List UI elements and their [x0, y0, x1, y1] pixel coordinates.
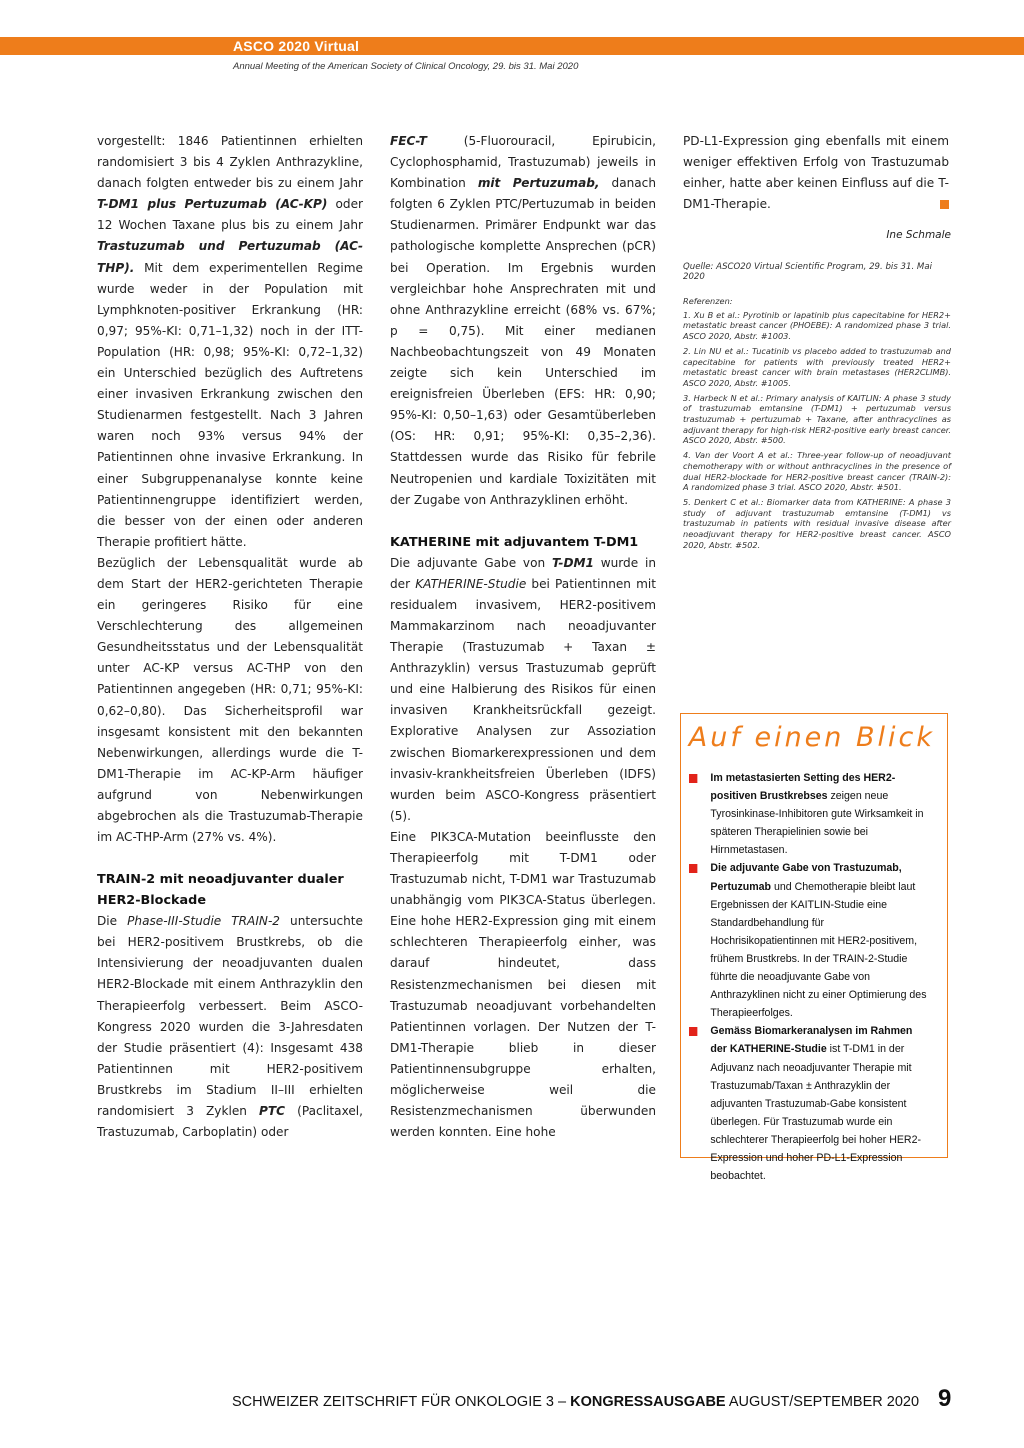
reference-item: 1. Xu B et al.: Pyrotinib or lapatinib plus capecitabine for HER2+ metastatic breast cancer (PHOEBE): A randomized phase 3 trial. ASCO 2020, Abstr. #1003.	[683, 309, 951, 342]
author: Ine Schmale	[886, 229, 951, 241]
end-square-icon	[940, 200, 949, 209]
paragraph: vorgestellt: 1846 Patientinnen erhielten randomisiert 3 bis 4 Zyklen Anthrazykline, danach folgten entweder bis zu einem Jahr T-DM1 plus Pertuzumab (AC-KP) oder 12 Wochen Taxane plus bis zu einem Jahr Trastuzumab und Pertuzumab (AC-THP). Mit dem experimentellen Regime wurde weder in der Population mit Lymphknoten-positiver Erkrankung (HR: 0,97; 95%-KI: 0,71–1,32) noch in der ITT-Population (HR: 0,98; 95%-KI: 0,72–1,32) ein Unterschied bezüglich des Auftretens einer invasiven Erkrankung zwischen den Studienarmen festgestellt. Nach 3 Jahren waren noch 93% versus 94% der Patientinnen ohne invasive Erkrankung. In einer Subgruppenanalyse konnte keine Patientinnengruppe identifiziert werden, die besser von der einen oder anderen Therapie profitiert hätte.	[97, 134, 363, 549]
paragraph: PD-L1-Expression ging ebenfalls mit einem weniger effektiven Erfolg von Trastuzumab einher, hatte aber keinen Einfluss auf die T-DM1-Therapie.	[683, 134, 949, 212]
summary-box	[680, 713, 948, 1183]
paragraph: Die adjuvante Gabe von T-DM1 wurde in der KATHERINE-Studie bei Patientinnen mit residualem invasivem, HER2-positivem Mammakarzinom nach neoadjuvanter Therapie (Trastuzumab + Taxan ± Anthrazyklin) versus Trastuzumab geprüft und eine Halbierung des Risikos für einen invasiven Krankheitsrückfall gezeigt. Explorative Analysen zur Assoziation zwischen Biomarkerexpressionen und dem invasiv-krankheitsfreien Überleben (IDFS) wurden beim ASCO-Kongress präsentiert (5).	[390, 555, 656, 823]
summary-item: Im metastasierten Setting des HER2-positiven Brustkrebses zeigen neue Tyrosinkinase-Inhibitoren gute Wirksamkeit in späteren Therapielinien sowie bei Hirnmetastasen.	[689, 769, 930, 859]
section-heading: KATHERINE mit adjuvantem T-DM1	[390, 534, 639, 550]
header-subtitle: Annual Meeting of the American Society of Clinical Oncology, 29. bis 31. Mai 2020	[233, 61, 579, 72]
column-2	[390, 131, 656, 1143]
references	[683, 296, 951, 554]
reference-item: 2. Lin NU et al.: Tucatinib vs placebo added to trastuzumab and capecitabine for patients with previously treated HER2+ metastatic breast cancer with brain metastases (HER2CLIMB). ASCO 2020, Abstr. #1005.	[683, 345, 951, 388]
source-note: Quelle: ASCO20 Virtual Scientific Program, 29. bis 31. Mai 2020	[683, 262, 933, 282]
bullet-square-icon	[689, 774, 697, 783]
summary-item: Die adjuvante Gabe von Trastuzumab, Pertuzumab und Chemotherapie bleibt laut Ergebnissen der KAITLIN-Studie eine Standardbehandlung für Hochrisikopatientinnen mit HER2-positivem, frühem Brustkrebs. In der TRAIN-2-Studie führte die neoadjuvante Gabe von Anthrazyklinen nicht zu einer Optimierung des Therapieerfolges.	[689, 859, 930, 1022]
bullet-square-icon	[689, 1027, 697, 1036]
header-title: ASCO 2020 Virtual	[233, 38, 360, 54]
section-heading: TRAIN-2 mit neoadjuvanter dualer HER2-Blockade	[97, 872, 344, 909]
paragraph: Bezüglich der Lebensqualität wurde ab dem Start der HER2-gerichteten Therapie ein geringeres Risiko für eine Verschlechterung des allgemeinen Gesundheitsstatus und der Lebensqualität unter AC-KP versus AC-THP von den Patientinnen angegeben (HR: 0,71; 95%-KI: 0,62–0,80). Das Sicherheitsprofil war insgesamt konsistent mit den bekannten Nebenwirkungen, allerdings wurde die T-DM1-Therapie im AC-KP-Arm häufiger aufgrund von Nebenwirkungen abgebrochen als die Trastuzumab-Therapie im AC-THP-Arm (27% vs. 4%).	[97, 555, 363, 845]
header-bar	[0, 37, 1024, 55]
paragraph: FEC-T (5-Fluorouracil, Epirubicin, Cyclophosphamid, Trastuzumab) jeweils in Kombination mit Pertuzumab, danach folgten 6 Zyklen PTC/Pertuzumab in beiden Studienarmen. Primärer Endpunkt war das pathologische komplette Ansprechen (pCR) bei Operation. Im Ergebnis wurden vergleichbar hohe Ansprechraten mit und ohne Anthrazykline erreicht (68% vs. 67%; p = 0,75). Mit einer medianen Nachbeobachtungszeit von 49 Monaten zeigte sich kein Unterschied im ereignisfreien Überleben (EFS: HR: 0,90; 95%-KI: 0,50–1,63) oder Gesamtüberleben (OS: HR: 0,91; 95%-KI: 0,35–2,36). Stattdessen wurde das Risiko für febrile Neutropenien und kardiale Toxizitäten mit der Zugabe von Anthrazyklinen erhöht.	[390, 134, 656, 507]
column-1	[97, 131, 363, 1143]
reference-item: 3. Harbeck N et al.: Primary analysis of KAITLIN: A phase 3 study of trastuzumab emtansine (T-DM1) + pertuzumab versus trastuzumab + pertuzumab + Taxane, after anthracyclines as adjuvant therapy for high-risk HER2-positive early breast cancer. ASCO 2020, Abstr. #500.	[683, 392, 951, 446]
page-number: 9	[938, 1385, 952, 1412]
reference-item: 4. Van der Voort A et al.: Three-year follow-up of neoadjuvant chemotherapy with or without anthracyclines in the presence of dual HER2-blockade for HER2-positive breast cancer (TRAIN-2): A randomized phase 3 trial. ASCO 2020, Abstr. #501.	[683, 450, 951, 493]
column-3	[683, 131, 949, 215]
summary-box-title: Auf einen Blick	[688, 722, 935, 753]
bullet-square-icon	[689, 864, 697, 873]
references-title: Referenzen:	[683, 296, 733, 306]
paragraph: Eine PIK3CA-Mutation beeinflusste den Therapieerfolg mit T-DM1 oder Trastuzumab nicht, T-DM1 war Trastuzumab unabhängig vom PIK3CA-Status überlegen. Eine hohe HER2-Expression ging mit einem schlechteren Therapieerfolg einher, was darauf hindeutet, dass Resistenzmechanismen bei diesen mit Trastuzumab neoadjuvant vorbehandelten Patientinnen vorlagen. Der Nutzen der T-DM1-Therapie blieb in dieser Patientinnensubgruppe erhalten, möglicherweise weil die Resistenzmechanismen überwunden werden konnten. Eine hohe	[390, 829, 656, 1140]
footer: SCHWEIZER ZEITSCHRIFT FÜR ONKOLOGIE 3 – KONGRESSAUSGABE AUGUST/SEPTEMBER 2020	[232, 1394, 920, 1410]
paragraph: Die Phase-III-Studie TRAIN-2 untersuchte bei HER2-positivem Brustkrebs, ob die Intensivierung der neoadjuvanten dualen HER2-Blockade mit einem Anthrazyklin den Therapieerfolg verbessert. Beim ASCO-Kongress 2020 wurden die 3-Jahresdaten der Studie präsentiert (4): Insgesamt 438 Patientinnen mit HER2-positivem Brustkrebs im Stadium II–III erhielten randomisiert 3 Zyklen PTC (Paclitaxel, Trastuzumab, Carboplatin) oder	[97, 914, 363, 1140]
summary-list	[689, 769, 933, 1185]
reference-item: 5. Denkert C et al.: Biomarker data from KATHERINE: A phase 3 study of adjuvant trastuzumab emtansine (T-DM1) vs trastuzumab in patients with residual invasive disease after neoadjuvant therapy for HER2-positive breast cancer. ASCO 2020, Abstr. #502.	[683, 496, 951, 550]
summary-item: Gemäss Biomarkeranalysen im Rahmen der KATHERINE-Studie ist T-DM1 in der Adjuvanz nach neoadjuvanter Therapie mit Trastuzumab/Taxan ± Anthrazyklin der adjuvanten Trastuzumab-Gabe konsistent überlegen. Für Trastuzumab wurde ein schlechterer Therapieerfolg bei hoher HER2-Expression und hoher PD-L1-Expression beobachtet.	[689, 1022, 930, 1185]
